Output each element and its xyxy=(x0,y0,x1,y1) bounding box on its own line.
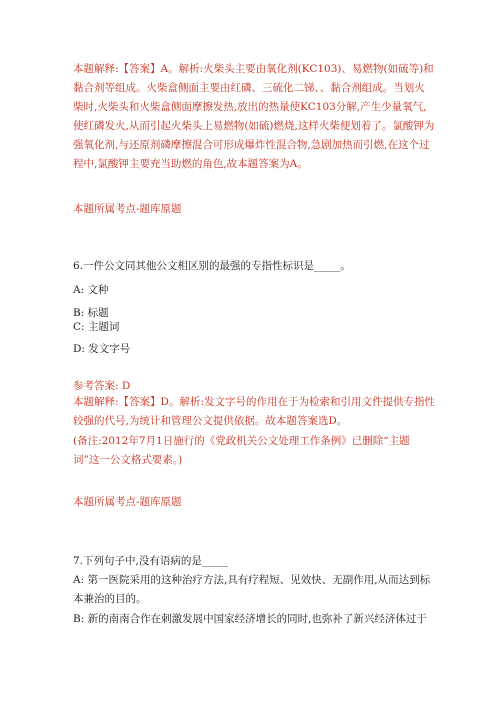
q6-explanation: 本题解释:【答案】D。解析:发文字号的作用在于为检索和引用文件提供专指性较强的代号,为统计和管理公文提供依据。故本题答案选D。 xyxy=(73,396,435,427)
q7-option-a: A: 第一医院采用的这种治疗方法,具有疗程短、见效快、无副作用,从而达到标本兼治的目的。 xyxy=(73,574,431,605)
q6-option-c: C: 主题词 xyxy=(73,321,120,333)
q5-source-label: 本题所属考点-题库原题 xyxy=(73,203,182,215)
q6-answer: 参考答案: D xyxy=(73,380,131,392)
q7-option-b: B: 新的南南合作在刺激发展中国家经济增长的同时,也弥补了新兴经济体过于 xyxy=(73,613,427,625)
q6-option-a: A: 文种 xyxy=(73,284,109,296)
q6-source-label: 本题所属考点-题库原题 xyxy=(73,496,182,508)
q6-note: (备注:2012年7月1日施行的《党政机关公文处理工作条例》已删除“主题词”这一公文格式要素。) xyxy=(73,435,410,466)
q6-option-b: B: 标题 xyxy=(73,307,109,319)
q6-option-d: D: 发文字号 xyxy=(73,343,131,355)
q7-question: 7.下列句子中,没有语病的是_____ xyxy=(73,555,229,567)
q5-explanation: 本题解释:【答案】A。解析:火柴头主要由氧化剂(KC103)、易燃物(如硫等)和黏合剂等组成。火柴盒侧面主要由红磷、三硫化二锑、、黏合剂组成。当划火柴时,火柴头和火柴盒侧面摩擦发热,放出的热量使KC103分解,产生少量氧气,使红磷发火,从而引起火柴头上易燃物(如硫)燃烧,这样火柴便划着了。氯酸钾为强氧化剂,与还原剂磷摩擦混合可形成爆炸性混合物,急剧加热而引燃,在这个过程中,氯酸钾主要充当助燃的角色,故本题答案为A。 xyxy=(73,63,435,170)
q6-question: 6.一件公文同其他公文相区别的最强的专指性标识是_____。 xyxy=(73,260,351,272)
